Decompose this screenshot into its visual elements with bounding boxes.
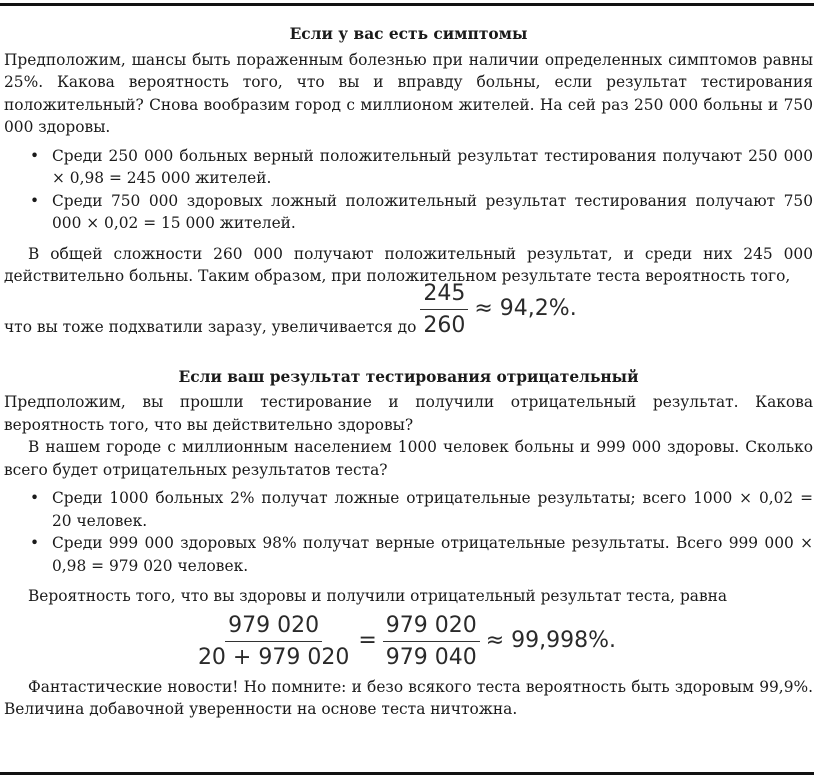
fraction-denominator: 20 + 979 020 bbox=[197, 644, 350, 670]
list-item: • Среди 999 000 здоровых 98% получат верные отрицательные результаты. Всего 999 000 × 0,98 = 979 020 человек. bbox=[4, 532, 813, 577]
bullet-list bbox=[4, 487, 813, 577]
paragraph: Предположим, вы прошли тестирование и получили отрицательный результат. Какова вероятность того, что вы действительно здоровы? bbox=[4, 393, 813, 434]
formula bbox=[420, 282, 576, 338]
formula-result: ≈ 99,998%. bbox=[485, 628, 617, 654]
bottom-rule bbox=[0, 772, 814, 775]
list-item: • Среди 1000 больных 2% получат ложные отрицательные результаты; всего 1000 × 0,02 = 20 человек. bbox=[4, 487, 813, 532]
list-item: • Среди 250 000 больных верный положительный результат тестирования получают 250 000 × 0,98 = 245 000 жителей. bbox=[4, 145, 813, 190]
equals-sign: = bbox=[358, 628, 377, 654]
paragraph: В нашем городе с миллионным населением 1000 человек больны и 999 000 здоровы. Сколько всего будет отрицательных результатов теста? bbox=[4, 438, 813, 479]
paragraph: Вероятность того, что вы здоровы и получили отрицательный результат теста, равна bbox=[28, 587, 728, 605]
section-heading-negative: Если ваш результат тестирования отрицательный bbox=[178, 367, 639, 386]
fraction-numerator: 245 bbox=[420, 282, 468, 310]
fraction-denominator: 260 bbox=[423, 312, 466, 338]
list-item: • Среди 750 000 здоровых ложный положительный результат тестирования получают 750 000 × 0,02 = 15 000 жителей. bbox=[4, 190, 813, 235]
fraction bbox=[420, 282, 468, 338]
top-rule bbox=[0, 3, 814, 6]
paragraph: Фантастические новости! Но помните: и безо всякого теста вероятность быть здоровым 99,9%. Величина добавочной уверенности на основе теста ничтожна. bbox=[4, 677, 813, 718]
paragraph: В общей сложности 260 000 получают положительный результат, и среди них 245 000 действительно больны. Таким образом, при положительном результате теста вероятность того, bbox=[4, 244, 813, 285]
paragraph: Предположим, шансы быть пораженным болезнью при наличии определенных симптомов равны 25%. Какова вероятность того, что вы и вправду больны, если результат тестирования положительный? Снова вообразим город с миллионом жителей. На сей раз 250 000 больны и 750 000 здоровы. bbox=[4, 50, 813, 136]
bullet-list bbox=[4, 145, 813, 235]
formula-result: ≈ 94,2%. bbox=[474, 296, 577, 322]
fraction-numerator: 979 020 bbox=[383, 614, 480, 642]
inline-formula-line bbox=[4, 282, 813, 338]
paragraph-tail: что вы тоже подхватили заразу, увеличивается до bbox=[4, 317, 417, 336]
display-formula bbox=[4, 614, 813, 670]
document-body bbox=[4, 23, 813, 721]
fraction-denominator: 979 040 bbox=[385, 644, 477, 670]
fraction-numerator: 979 020 bbox=[225, 614, 322, 642]
fraction bbox=[383, 614, 480, 670]
section-heading-symptoms: Если у вас есть симптомы bbox=[289, 25, 528, 43]
fraction bbox=[195, 614, 352, 670]
